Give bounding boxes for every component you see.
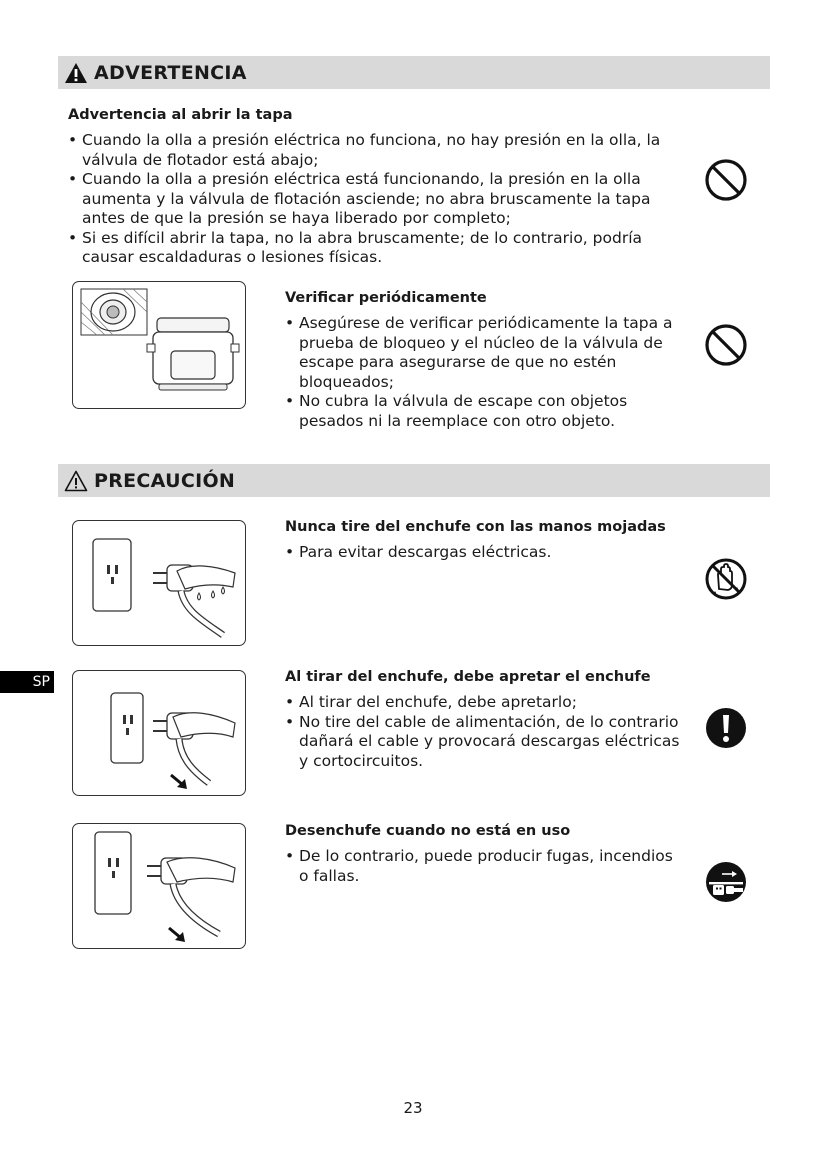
list-item: • Cuando la olla a presión eléctrica no funciona, no hay presión en la olla, la válvula de flotador está abajo; <box>68 131 678 170</box>
grip-plug-heading: Al tirar del enchufe, debe apretar el enchufe <box>285 669 651 685</box>
periodic-check-list <box>285 314 683 431</box>
prohibition-icon <box>704 158 748 202</box>
grip-plug-list <box>285 693 683 771</box>
periodic-check-heading: Verificar periódicamente <box>285 290 487 306</box>
lid-warning-heading: Advertencia al abrir la tapa <box>68 107 293 123</box>
lid-warning-list <box>68 131 678 268</box>
unplug-icon <box>704 860 748 904</box>
list-item: • Si es difícil abrir la tapa, no la abra bruscamente; de lo contrario, podría causar escaldaduras o lesiones físicas. <box>68 229 678 268</box>
warning-band <box>58 56 770 89</box>
grip-plug-illustration <box>72 670 246 796</box>
list-item: • Cuando la olla a presión eléctrica está funcionando, la presión en la olla aumenta y la válvula de flotación asciende; no abra bruscamente la tapa antes de que la presión se haya liberado por completo; <box>68 170 678 229</box>
prohibition-icon <box>704 323 748 367</box>
list-item: • Para evitar descargas eléctricas. <box>285 543 683 563</box>
list-item: • Asegúrese de verificar periódicamente la tapa a prueba de bloqueo y el núcleo de la válvula de escape para asegurarse de que no estén bloqueados; <box>285 314 683 392</box>
warning-title: ADVERTENCIA <box>94 61 247 84</box>
unplug-heading: Desenchufe cuando no está en uso <box>285 823 571 839</box>
unplug-illustration <box>72 823 246 949</box>
unplug-list <box>285 847 683 886</box>
wet-hands-plug-illustration <box>72 520 246 646</box>
caution-title: PRECAUCIÓN <box>94 469 236 492</box>
list-item: • Al tirar del enchufe, debe apretarlo; <box>285 693 683 713</box>
list-item: • No tire del cable de alimentación, de lo contrario dañará el cable y provocará descargas eléctricas y cortocircuitos. <box>285 713 683 772</box>
page-number: 23 <box>403 1099 423 1117</box>
warning-triangle-icon <box>64 62 88 84</box>
pressure-cooker-illustration <box>72 281 246 409</box>
caution-triangle-icon <box>64 470 88 492</box>
list-item: • De lo contrario, puede producir fugas, incendios o fallas. <box>285 847 683 886</box>
caution-band <box>58 464 770 497</box>
language-tab: SP <box>0 671 54 693</box>
wet-hands-heading: Nunca tire del enchufe con las manos mojadas <box>285 519 666 535</box>
no-wet-hands-icon <box>704 557 748 601</box>
wet-hands-list <box>285 543 683 563</box>
list-item: • No cubra la válvula de escape con objetos pesados ni la reemplace con otro objeto. <box>285 392 683 431</box>
exclamation-icon <box>704 706 748 750</box>
